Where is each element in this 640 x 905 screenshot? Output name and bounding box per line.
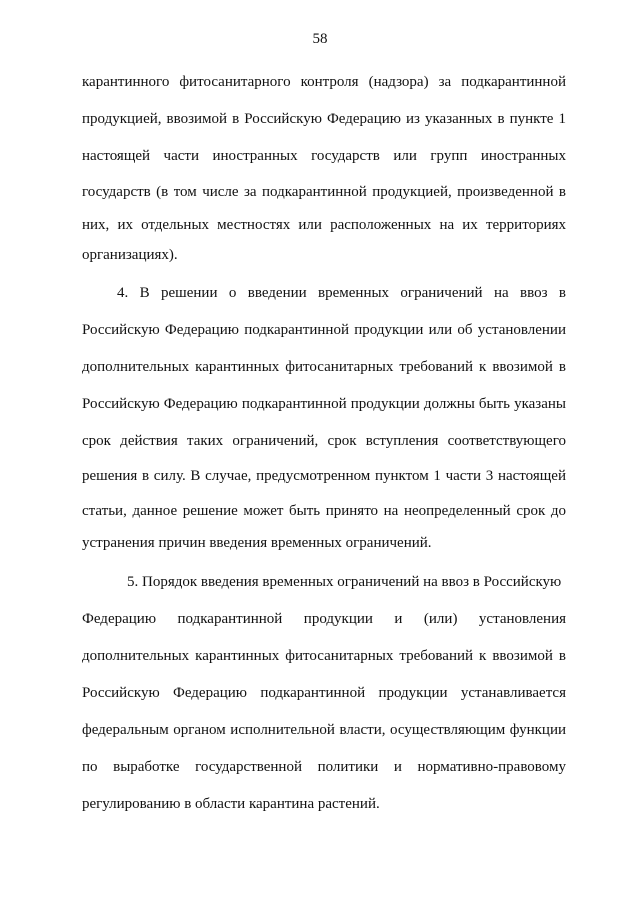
text-line: карантинного фитосанитарного контроля (надзора) за подкарантинной	[82, 74, 566, 90]
text-line: Федерацию подкарантинной продукции и (или) установления	[82, 611, 566, 627]
text-line: решения в силу. В случае, предусмотренном пунктом 1 части 3 настоящей	[82, 468, 566, 484]
text-line: по выработке государственной политики и нормативно-правовому	[82, 759, 566, 775]
text-line: федеральным органом исполнительной власти, осуществляющим функции	[82, 722, 566, 738]
text-line: устранения причин введения временных ограничений.	[82, 535, 432, 551]
page-number: 58	[312, 31, 328, 47]
text-line: 5. Порядок введения временных ограничений на ввоз в Российскую	[127, 574, 562, 590]
text-line: государств (в том числе за подкарантинной продукцией, произведенной в	[82, 184, 566, 200]
text-line: них, их отдельных местностях или расположенных на их территориях	[82, 217, 566, 233]
text-line: Российскую Федерацию подкарантинной продукции должны быть указаны	[82, 396, 566, 412]
text-line: Российскую Федерацию подкарантинной продукции устанавливается	[82, 685, 566, 701]
text-line: 4. В решении о введении временных ограничений на ввоз в	[117, 285, 566, 301]
text-line: статьи, данное решение может быть принято на неопределенный срок до	[82, 503, 566, 519]
text-line: срок действия таких ограничений, срок вступления соответствующего	[82, 433, 566, 449]
text-line: организациях).	[82, 247, 178, 263]
text-line: дополнительных карантинных фитосанитарных требований к ввозимой в	[82, 359, 566, 375]
text-line: дополнительных карантинных фитосанитарных требований к ввозимой в	[82, 648, 566, 664]
text-line: продукцией, ввозимой в Российскую Федерацию из указанных в пункте 1	[82, 111, 566, 127]
text-line: Российскую Федерацию подкарантинной продукции или об установлении	[82, 322, 566, 338]
text-line: настоящей части иностранных государств или групп иностранных	[82, 148, 566, 164]
text-line: регулированию в области карантина растений.	[82, 796, 380, 812]
